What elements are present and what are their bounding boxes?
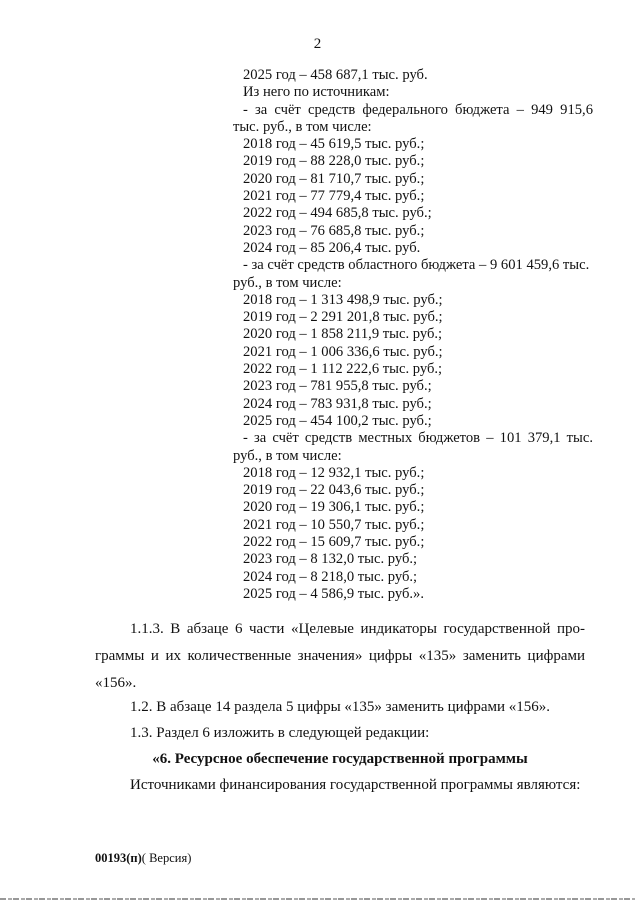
regional-year-line: 2022 год – 1 112 222,6 тыс. руб.; bbox=[243, 361, 443, 378]
page-number: 2 bbox=[313, 36, 322, 52]
sources-intro: Из него по источникам: bbox=[243, 84, 390, 101]
paragraph-1-3: 1.3. Раздел 6 изложить в следующей редакции: bbox=[130, 725, 430, 741]
federal-year-line: 2023 год – 76 685,8 тыс. руб.; bbox=[243, 222, 425, 239]
local-year-line: 2020 год – 19 306,1 тыс. руб.; bbox=[243, 499, 425, 516]
paragraph-1-1-3 bbox=[95, 616, 585, 697]
regional-year-line: 2023 год – 781 955,8 тыс. руб.; bbox=[243, 378, 432, 395]
federal-heading: - за счёт средств федерального бюджета – 949 915,6 bbox=[243, 101, 593, 118]
regional-year-line: 2024 год – 783 931,8 тыс. руб.; bbox=[243, 395, 432, 412]
paragraph-line: «156». bbox=[95, 675, 137, 691]
section-heading: «6. Ресурсное обеспечение государственной программы bbox=[152, 751, 528, 767]
federal-year-line: 2018 год – 45 619,5 тыс. руб.; bbox=[243, 136, 425, 153]
local-year-line: 2023 год – 8 132,0 тыс. руб.; bbox=[243, 551, 418, 568]
paragraph-line: 1.1.3. В абзаце 6 части «Целевые индикаторы государственной про- bbox=[130, 621, 585, 637]
local-heading-cont: руб., в том числе: bbox=[233, 447, 342, 464]
federal-year-line: 2019 год – 88 228,0 тыс. руб.; bbox=[243, 153, 425, 170]
federal-year-line: 2021 год – 77 779,4 тыс. руб.; bbox=[243, 188, 425, 205]
local-heading: - за счёт средств местных бюджетов – 101 379,1 тыс. bbox=[243, 430, 593, 447]
budget-breakdown bbox=[233, 67, 593, 603]
regional-year-line: 2018 год – 1 313 498,9 тыс. руб.; bbox=[243, 291, 443, 308]
sources-sentence: Источниками финансирования государственной программы являются: bbox=[130, 777, 581, 793]
document-code bbox=[95, 851, 191, 866]
federal-year-line: 2022 год – 494 685,8 тыс. руб.; bbox=[243, 205, 432, 222]
federal-year-line: 2024 год – 85 206,4 тыс. руб. bbox=[243, 239, 421, 256]
regional-year-line: 2021 год – 1 006 336,6 тыс. руб.; bbox=[243, 343, 443, 360]
local-year-line: 2025 год – 4 586,9 тыс. руб.». bbox=[243, 585, 424, 602]
regional-heading-cont: руб., в том числе: bbox=[233, 274, 342, 291]
federal-heading-cont: тыс. руб., в том числе: bbox=[233, 118, 372, 135]
local-year-line: 2021 год – 10 550,7 тыс. руб.; bbox=[243, 516, 425, 533]
document-code-number: 00193(п) bbox=[95, 851, 142, 865]
local-year-line: 2019 год – 22 043,6 тыс. руб.; bbox=[243, 482, 425, 499]
regional-heading: - за счёт средств областного бюджета – 9 601 459,6 тыс. bbox=[243, 257, 590, 274]
total-2025-line: 2025 год – 458 687,1 тыс. руб. bbox=[243, 67, 428, 83]
local-year-line: 2024 год – 8 218,0 тыс. руб.; bbox=[243, 568, 418, 585]
document-version: ( Версия) bbox=[141, 851, 192, 865]
federal-year-line: 2020 год – 81 710,7 тыс. руб.; bbox=[243, 170, 425, 187]
local-year-line: 2022 год – 15 609,7 тыс. руб.; bbox=[243, 534, 425, 551]
regional-year-line: 2025 год – 454 100,2 тыс. руб.; bbox=[243, 412, 432, 429]
paragraph-1-2: 1.2. В абзаце 14 раздела 5 цифры «135» заменить цифрами «156». bbox=[130, 699, 551, 715]
local-year-line: 2018 год – 12 932,1 тыс. руб.; bbox=[243, 464, 425, 481]
regional-year-line: 2019 год – 2 291 201,8 тыс. руб.; bbox=[243, 309, 443, 326]
scan-edge-line bbox=[0, 898, 635, 900]
regional-year-line: 2020 год – 1 858 211,9 тыс. руб.; bbox=[243, 326, 443, 343]
paragraph-line: граммы и их количественные значения» цифры «135» заменить цифрами bbox=[95, 648, 585, 664]
